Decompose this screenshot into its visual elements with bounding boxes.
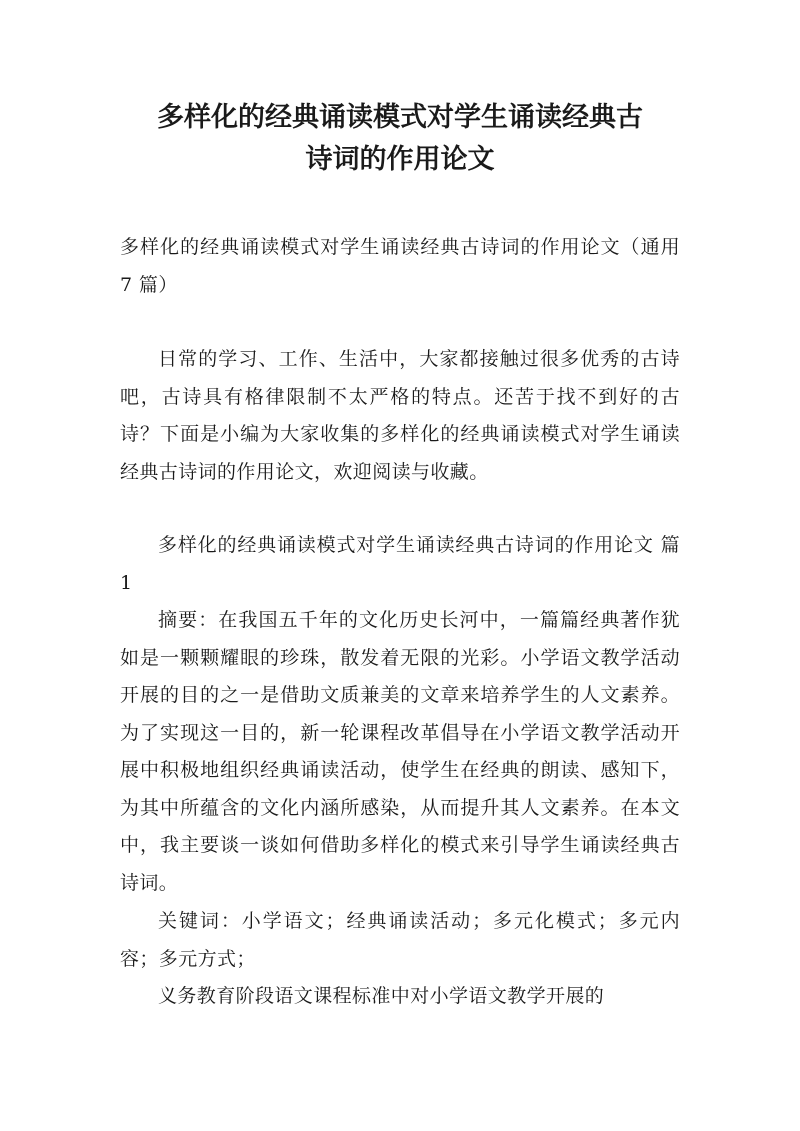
body-paragraph: 义务教育阶段语文课程标准中对小学语文教学开展的 [158,985,605,1007]
document-subtitle: 多样化的经典诵读模式对学生诵读经典古诗词的作用论文（通用 7 篇） [120,236,680,296]
title-line-2: 诗词的作用论文 [305,144,495,175]
intro-paragraph: 日常的学习、工作、生活中，大家都接触过很多优秀的古诗吧，古诗具有格律限制不太严格的特点。还苦于找不到好的古诗？下面是小编为大家收集的多样化的经典诵读模式对学生诵读经典古诗词的作用论文，欢迎阅读与收藏。 [120,348,680,483]
abstract-paragraph: 摘要：在我国五千年的文化历史长河中，一篇篇经典著作犹如是一颗颗耀眼的珍珠，散发着无限的光彩。小学语文教学活动开展的目的之一是借助文质兼美的文章来培养学生的人文素养。为了实现这一目的，新一轮课程改革倡导在小学语文教学活动开展中积极地组织经典诵读活动，使学生在经典的朗读、感知下，为其中所蕴含的文化内涵所感染，从而提升其人文素养。在本文中，我主要谈一谈如何借助多样化的模式来引导学生诵读经典古诗词。 [120,609,680,894]
title-line-1: 多样化的经典诵读模式对学生诵读经典古 [157,102,643,133]
document-title [100,97,700,181]
section-heading: 多样化的经典诵读模式对学生诵读经典古诗词的作用论文 篇 1 [120,534,680,594]
keywords-paragraph: 关键词：小学语文；经典诵读活动；多元化模式；多元内容；多元方式； [120,910,680,970]
